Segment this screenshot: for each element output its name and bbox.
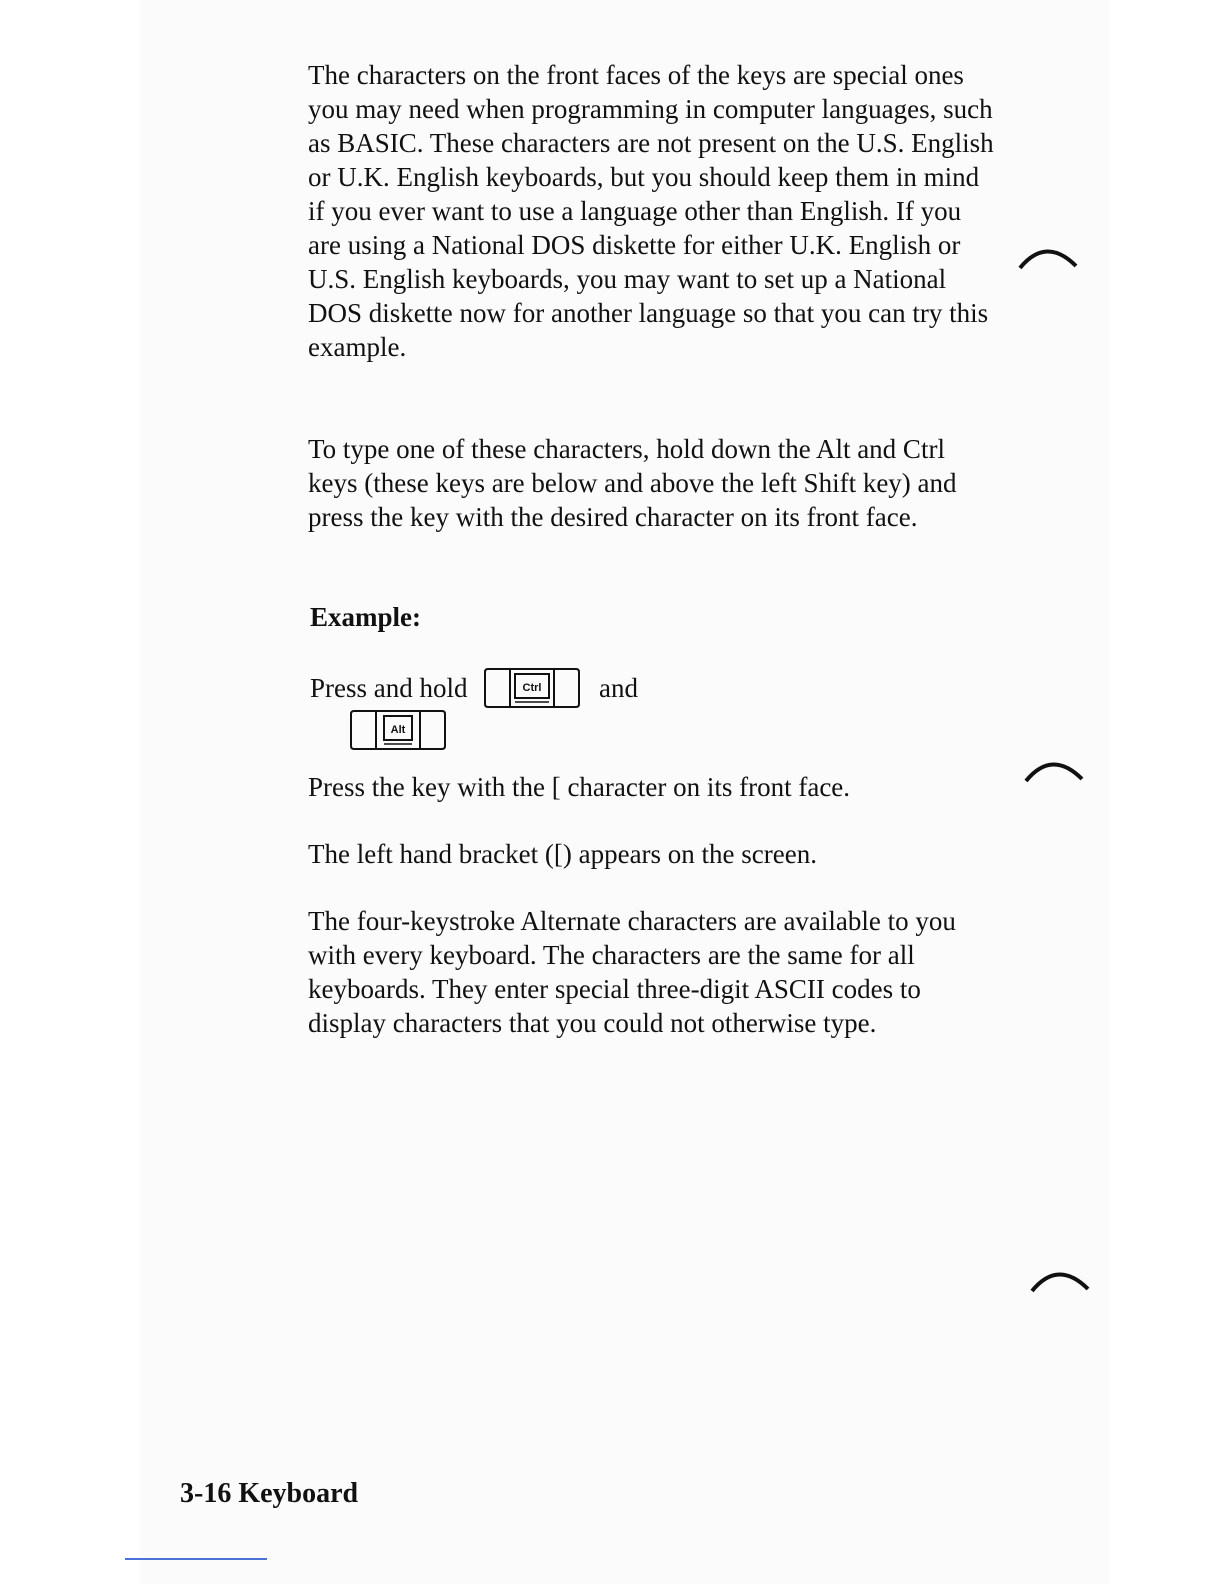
step-press-bracket: Press the key with the [ character on its front face.	[308, 772, 851, 802]
footer-rule	[125, 1558, 267, 1560]
alt-key-icon	[348, 708, 448, 752]
example-heading: Example:	[310, 602, 421, 632]
ctrl-key-icon	[482, 666, 582, 710]
press-hold-text: Press and hold	[310, 672, 468, 703]
intro-paragraph: The characters on the front faces of the keys are special ones you may need when programming in computer languages, such as BASIC. These characters are not present on the U.S. English or U.K. English keyboards, but you should keep them in mind if you ever want to use a language other than English. If you are using a National DOS diskette for either U.K. English or U.S. English keyboards, you may want to set up a National DOS diskette now for another language so that you can try this example.	[308, 60, 994, 362]
press-and-hold-line	[310, 660, 638, 713]
instructions-paragraph: To type one of these characters, hold down the Alt and Ctrl keys (these keys are below and above the left Shift key) and press the key with the desired character on its front face.	[308, 434, 957, 532]
alternate-characters-paragraph: The four-keystroke Alternate characters are available to you with every keyboard. The characters are the same for all keyboards. They enter special three-digit ASCII codes to display characters that you could not otherwise type.	[308, 906, 956, 1038]
page-footer: 3-16 Keyboard	[180, 1478, 359, 1509]
binder-tab-mark-top	[1018, 242, 1078, 272]
ctrl-key-label: Ctrl	[522, 681, 542, 694]
step-result: The left hand bracket ([) appears on the screen.	[308, 839, 817, 869]
binder-tab-mark-middle	[1024, 755, 1084, 785]
and-text: and	[599, 672, 638, 703]
alt-key-label: Alt	[390, 724, 406, 736]
binder-tab-mark-bottom	[1030, 1265, 1090, 1295]
